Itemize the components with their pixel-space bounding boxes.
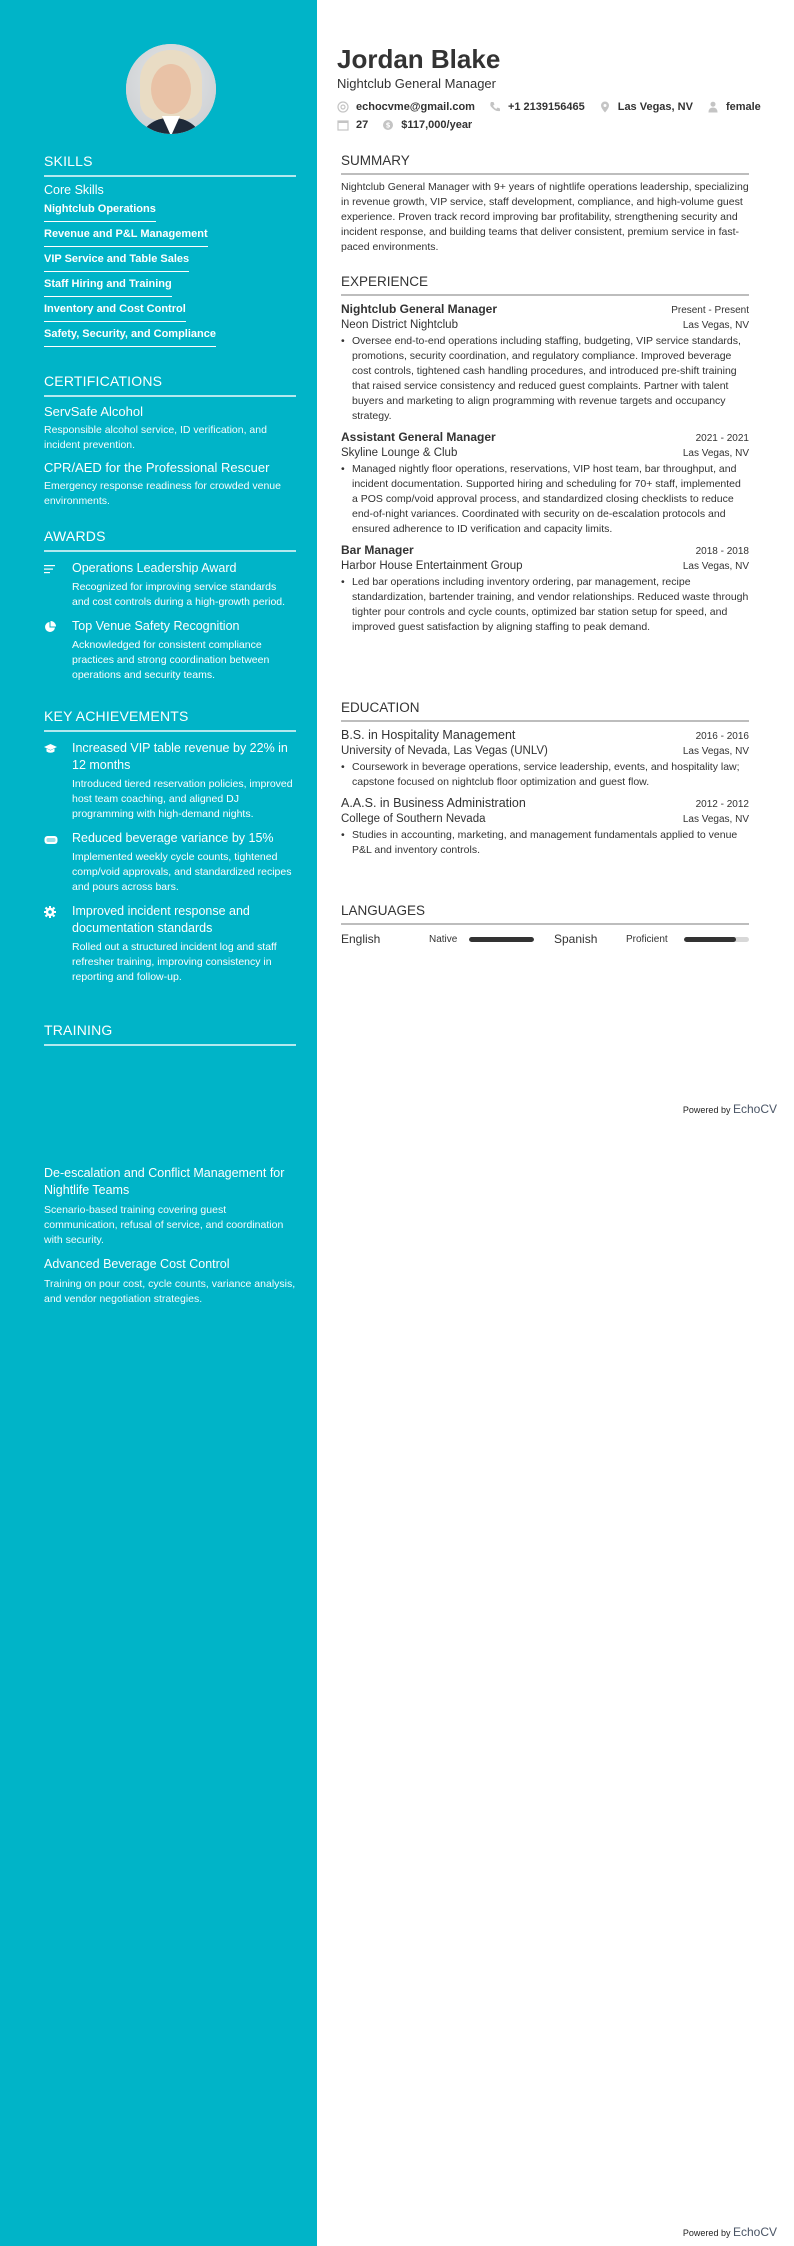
experience-item <box>341 543 749 635</box>
achievement-item <box>44 740 296 822</box>
achievement-name: Improved incident response and documentation standards <box>72 904 250 935</box>
section-title-certifications: CERTIFICATIONS <box>44 373 296 397</box>
job-title: Assistant General Manager <box>341 430 496 444</box>
award-name: Operations Leadership Award <box>72 561 237 575</box>
section-title-languages: LANGUAGES <box>341 903 749 925</box>
education-bullet: • Studies in accounting, marketing, and management fundamentals applied to venue P&L and inventory controls. <box>341 828 749 858</box>
language-proficiency-bar <box>684 937 749 942</box>
brand-link[interactable]: EchoCV <box>732 1102 777 1116</box>
avatar <box>126 44 216 134</box>
job-company: Neon District Nightclub <box>341 319 458 331</box>
award-desc: Recognized for improving service standards and cost controls during a high-growth period. <box>72 581 286 608</box>
job-company: Harbor House Entertainment Group <box>341 560 523 572</box>
summary-section <box>341 153 749 255</box>
languages-section <box>341 903 749 946</box>
degree: A.A.S. in Business Administration <box>341 796 526 810</box>
job-dates: 2021 - 2021 <box>695 433 749 444</box>
section-title-skills: SKILLS <box>44 153 296 177</box>
achievement-item <box>44 903 296 985</box>
job-dates: Present - Present <box>671 305 749 316</box>
language-name: English <box>341 932 381 946</box>
education-item <box>341 728 749 790</box>
achievement-name: Reduced beverage variance by 15% <box>72 831 274 845</box>
education-section <box>341 700 749 858</box>
job-dates: 2018 - 2018 <box>695 546 749 557</box>
contact-gender: female <box>707 101 761 113</box>
section-title-experience: EXPERIENCE <box>341 274 749 296</box>
skill-item: VIP Service and Table Sales <box>44 247 189 272</box>
job-bullet: • Led bar operations including inventory ordering, par management, recipe standardization, bartender training, and vendor relationships. Reduced waste through tighter pour controls and cycle counts, optimized bar station setup for speed, and improved guest satisfaction by aligning staffing to peak demand. <box>341 575 749 635</box>
certification-desc: Emergency response readiness for crowded venue environments. <box>44 480 281 507</box>
award-item <box>44 560 296 610</box>
contact-email[interactable]: echocvme@gmail.com <box>337 101 475 113</box>
skill-item: Revenue and P&L Management <box>44 222 208 247</box>
person-icon <box>707 101 719 113</box>
contact-location: Las Vegas, NV <box>599 101 693 113</box>
powered-by-footer: Powered by EchoCV <box>682 2225 777 2239</box>
school: University of Nevada, Las Vegas (UNLV) <box>341 745 548 757</box>
degree: B.S. in Hospitality Management <box>341 728 516 742</box>
battery-icon <box>44 830 72 895</box>
achievement-desc: Implemented weekly cycle counts, tightened comp/void approvals, and standardized recipes and pours across bars. <box>72 851 292 893</box>
main-content <box>317 0 794 2246</box>
achievement-name: Increased VIP table revenue by 22% in 12 months <box>72 741 288 772</box>
section-title-training: TRAINING <box>44 1022 296 1046</box>
job-company: Skyline Lounge & Club <box>341 447 458 459</box>
powered-by-footer: Powered by EchoCV <box>682 1102 777 1116</box>
contact-salary: $ $117,000/year <box>382 119 472 131</box>
list-icon <box>44 560 72 610</box>
certifications-section <box>44 373 296 509</box>
school-location: Las Vegas, NV <box>682 746 749 757</box>
contact-age: 27 <box>337 119 368 131</box>
award-name: Top Venue Safety Recognition <box>72 619 240 633</box>
achievement-desc: Introduced tiered reservation policies, improved host team coaching, and aligned DJ programming with high-demand nights. <box>72 778 293 820</box>
skill-item: Nightclub Operations <box>44 197 156 222</box>
graduation-cap-icon <box>44 740 72 822</box>
language-level: Native <box>429 933 458 945</box>
training-name: Advanced Beverage Cost Control <box>44 1257 230 1271</box>
skill-item: Inventory and Cost Control <box>44 297 186 322</box>
award-desc: Acknowledged for consistent compliance practices and strong coordination between operations and security teams. <box>72 639 270 681</box>
certification-name: CPR/AED for the Professional Rescuer <box>44 460 270 475</box>
job-location: Las Vegas, NV <box>682 561 749 572</box>
money-icon <box>382 119 394 131</box>
section-title-summary: SUMMARY <box>341 153 749 175</box>
certification-desc: Responsible alcohol service, ID verification, and incident prevention. <box>44 424 267 451</box>
award-item <box>44 618 296 683</box>
at-icon <box>337 101 349 113</box>
brand-link[interactable]: EchoCV <box>732 2225 777 2239</box>
training-desc: Scenario-based training covering guest communication, refusal of service, and coordination with security. <box>44 1204 284 1246</box>
training-desc: Training on pour cost, cycle counts, variance analysis, and vendor negotiation strategies. <box>44 1278 296 1305</box>
calendar-icon <box>337 119 349 131</box>
job-location: Las Vegas, NV <box>682 448 749 459</box>
gear-icon <box>44 903 72 985</box>
education-dates: 2012 - 2012 <box>695 799 749 810</box>
job-title: Bar Manager <box>341 543 414 557</box>
candidate-role: Nightclub General Manager <box>337 76 496 91</box>
pie-chart-icon <box>44 618 72 683</box>
experience-item <box>341 302 749 424</box>
phone-icon <box>489 101 501 113</box>
training-name: De-escalation and Conflict Management for Nightlife Teams <box>44 1166 285 1197</box>
skill-item: Staff Hiring and Training <box>44 272 172 297</box>
awards-section <box>44 528 296 683</box>
language-level: Proficient <box>626 933 668 945</box>
education-dates: 2016 - 2016 <box>695 731 749 742</box>
experience-section <box>341 274 749 635</box>
contact-info <box>337 98 777 134</box>
skill-item: Safety, Security, and Compliance <box>44 322 216 347</box>
achievement-item <box>44 830 296 895</box>
job-title: Nightclub General Manager <box>341 302 498 316</box>
candidate-name: Jordan Blake <box>337 44 501 74</box>
location-pin-icon <box>599 101 611 113</box>
language-proficiency-bar <box>469 937 534 942</box>
job-bullet: • Oversee end-to-end operations including staffing, budgeting, VIP service standards, promotions, security coordination, and regulatory compliance. Improved beverage cost controls, tightened cash handling procedures, and introduced pre-shift training that raised service consistency and reduced guest complaints. Partner with talent buyers and marketing to align programming with revenue targets and occupancy strategy. <box>341 334 749 424</box>
certification-name: ServSafe Alcohol <box>44 404 144 419</box>
sidebar <box>0 0 317 2246</box>
job-bullet: • Managed nightly floor operations, reservations, VIP host team, bar throughput, and incident documentation. Supported hiring and scheduling for 70+ staff, implemented a POS comp/void approval process, and standardized closing checklists to reduce end-of-night variances. Coordinated with security on de-escalation protocols and ensured adherence to ID verification and capacity limits. <box>341 462 749 537</box>
training-items <box>44 1157 296 1307</box>
education-item <box>341 796 749 858</box>
experience-item <box>341 430 749 537</box>
school-location: Las Vegas, NV <box>682 814 749 825</box>
section-title-awards: AWARDS <box>44 528 296 552</box>
skills-section <box>44 153 296 347</box>
svg-text:$: $ <box>385 121 391 130</box>
achievements-section <box>44 708 296 985</box>
job-location: Las Vegas, NV <box>682 320 749 331</box>
contact-phone[interactable]: +1 2139156465 <box>489 101 585 113</box>
summary-text: Nightclub General Manager with 9+ years of nightlife operations leadership, specializing in revenue growth, VIP service, staff development, compliance, and high-volume guest experience. Proven track record improving bar profitability, strengthening security and incident response, and building teams that deliver consistent, premium service in fast-paced environments. <box>341 181 749 253</box>
section-title-education: EDUCATION <box>341 700 749 722</box>
language-name: Spanish <box>554 932 598 946</box>
achievement-desc: Rolled out a structured incident log and staff refresher training, improving consistency in reporting and follow-up. <box>72 941 277 983</box>
skills-subtitle: Core Skills <box>44 183 104 197</box>
education-bullet: • Coursework in beverage operations, service leadership, events, and hospitality law; capstone focused on nightclub floor optimization and guest flow. <box>341 760 749 790</box>
training-section <box>44 1022 296 1046</box>
section-title-achievements: KEY ACHIEVEMENTS <box>44 708 296 732</box>
school: College of Southern Nevada <box>341 813 486 825</box>
